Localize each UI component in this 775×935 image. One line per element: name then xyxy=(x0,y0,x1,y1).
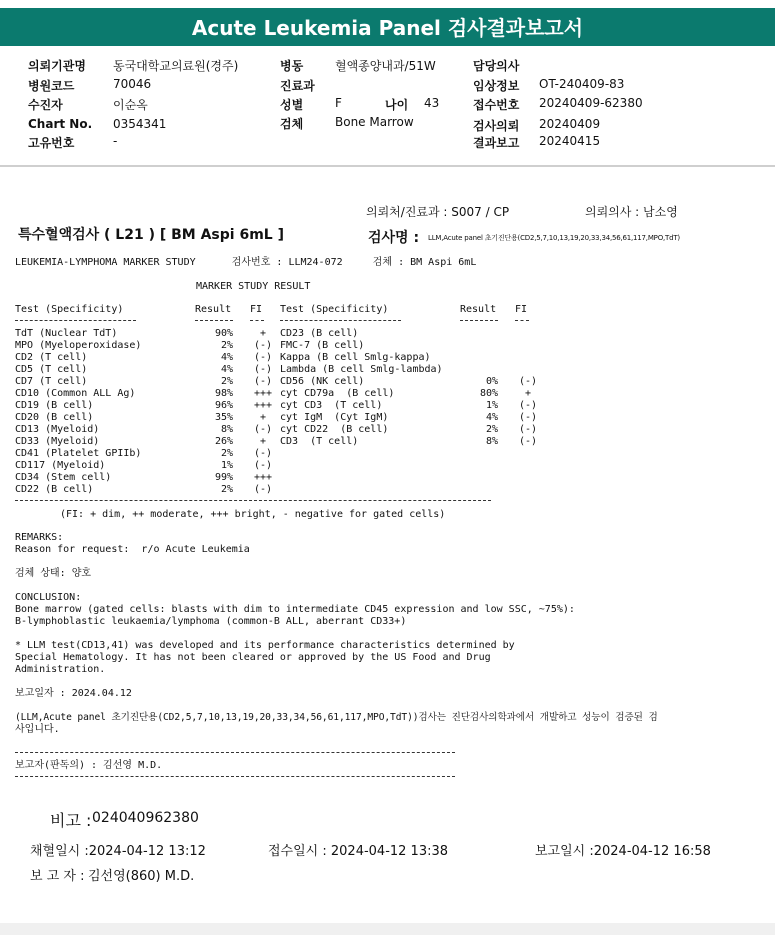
marker-result: 0% xyxy=(485,376,498,387)
marker-fi: + xyxy=(259,412,267,423)
footer-collected: 채혈일시 :2024-04-12 13:12 xyxy=(30,844,206,859)
header-label-department: 진료과 xyxy=(280,79,315,93)
marker-fi: (-) xyxy=(518,436,538,447)
exam-label: 검사명 : xyxy=(368,230,420,246)
marker-test: cyt CD3 (T cell) xyxy=(280,400,383,411)
marker-fi: +++ xyxy=(253,388,273,399)
header-value-clinical-info: OT-240409-83 xyxy=(539,77,625,91)
right-row xyxy=(280,412,540,424)
marker-test: CD56 (NK cell) xyxy=(280,376,365,387)
left-row xyxy=(15,412,275,424)
marker-test: CD23 (B cell) xyxy=(280,328,359,339)
left-row xyxy=(15,364,275,376)
marker-test: Lambda (B cell Smlg-lambda) xyxy=(280,364,443,375)
left-row xyxy=(15,352,275,364)
marker-test: cyt IgM (Cyt IgM) xyxy=(280,412,389,423)
col-header-test-left: Test (Specificity) xyxy=(15,304,124,315)
right-row xyxy=(280,352,540,364)
marker-result: 96% xyxy=(214,400,233,411)
header-label-age: 나이 xyxy=(385,98,409,112)
marker-test: CD19 (B cell) xyxy=(15,400,94,411)
marker-test: CD13 (Myeloid) xyxy=(15,424,100,435)
marker-result: 99% xyxy=(214,472,233,483)
col-header-result-left: Result xyxy=(195,304,232,315)
header-value-result-date: 20240415 xyxy=(539,134,601,148)
header-label-receipt-no: 접수번호 xyxy=(473,98,520,112)
marker-result: 90% xyxy=(214,328,233,339)
llm-note-1: * LLM test(CD13,41) was developed and its performance characteristics determined by xyxy=(15,640,515,651)
remarks-text: Reason for request: r/o Acute Leukemia xyxy=(15,544,250,555)
underline-fi-left xyxy=(250,320,264,321)
marker-fi: (-) xyxy=(253,376,273,387)
marker-test: cyt CD22 (B cell) xyxy=(280,424,389,435)
reporter-bottom-rule xyxy=(15,776,455,777)
marker-test: CD7 (T cell) xyxy=(15,376,88,387)
left-row xyxy=(15,376,275,388)
dept-line: 의뢰처/진료과 : S007 / CP xyxy=(366,205,510,219)
left-row xyxy=(15,340,275,352)
left-row xyxy=(15,484,275,496)
right-row xyxy=(280,424,540,436)
marker-test: CD22 (B cell) xyxy=(15,484,94,495)
marker-fi: (-) xyxy=(253,364,273,375)
marker-test: CD41 (Platelet GPIIb) xyxy=(15,448,142,459)
left-row xyxy=(15,388,275,400)
col-header-fi-left: FI xyxy=(250,304,263,315)
conclusion-line-1: Bone marrow (gated cells: blasts with dim to intermediate CD45 expression and low SSC, ~75%): xyxy=(15,604,575,615)
underline-test-left xyxy=(15,320,136,321)
right-row xyxy=(280,340,540,352)
left-row xyxy=(15,436,275,448)
underline-result-left xyxy=(195,320,233,321)
reporter-top-rule xyxy=(15,752,455,753)
right-row xyxy=(280,400,540,412)
header-label-unique-no: 고유번호 xyxy=(28,136,75,150)
marker-fi: (-) xyxy=(518,424,538,435)
marker-test: CD2 (T cell) xyxy=(15,352,88,363)
footer-reporter-label: 보 고 자 : xyxy=(30,869,85,884)
exam-name: LLM,Acute panel 초기진단용(CD2,5,7,10,13,19,20,33,34,56,61,117,MPO,TdT) xyxy=(428,234,680,242)
marker-result: 4% xyxy=(485,412,498,423)
marker-fi: +++ xyxy=(253,472,273,483)
specimen-status: 검체 상태: 양호 xyxy=(15,568,92,579)
report-date: 보고일자 : 2024.04.12 xyxy=(15,688,132,699)
marker-test: CD20 (B cell) xyxy=(15,412,94,423)
marker-result: 2% xyxy=(220,340,233,351)
fi-legend: (FI: + dim, ++ moderate, +++ bright, - negative for gated cells) xyxy=(60,509,446,520)
marker-result: 98% xyxy=(214,388,233,399)
right-row xyxy=(280,328,540,340)
marker-test: TdT (Nuclear TdT) xyxy=(15,328,118,339)
underline-result-right xyxy=(460,320,498,321)
header-value-receipt-no: 20240409-62380 xyxy=(539,96,643,110)
llm-note-2: Special Hematology. It has not been cleared or approved by the US Food and Drug xyxy=(15,652,491,663)
marker-fi: (-) xyxy=(253,460,273,471)
marker-test: CD10 (Common ALL Ag) xyxy=(15,388,136,399)
col-header-test-right: Test (Specificity) xyxy=(280,304,389,315)
left-row xyxy=(15,460,275,472)
footer-note-label: 비고 : xyxy=(50,811,92,830)
header-value-ward: 혈액종양내과/51W xyxy=(335,59,436,73)
marker-result: 2% xyxy=(220,376,233,387)
marker-result: 2% xyxy=(485,424,498,435)
marker-result: 8% xyxy=(485,436,498,447)
marker-test: CD5 (T cell) xyxy=(15,364,88,375)
marker-test: CD34 (Stem cell) xyxy=(15,472,112,483)
marker-result: 80% xyxy=(479,388,498,399)
marker-fi: + xyxy=(259,436,267,447)
marker-test: cyt CD79a (B cell) xyxy=(280,388,395,399)
llm-note-3: Administration. xyxy=(15,664,106,675)
left-row xyxy=(15,448,275,460)
header-label-institution: 의뢰기관명 xyxy=(28,59,86,73)
header-label-result-date: 결과보고 xyxy=(473,136,520,150)
header-value-specimen: Bone Marrow xyxy=(335,115,414,129)
doctor-line: 의뢰의사 : 남소영 xyxy=(585,205,678,219)
header-value-request-date: 20240409 xyxy=(539,117,601,131)
marker-result: 4% xyxy=(220,352,233,363)
study-line: LEUKEMIA-LYMPHOMA MARKER STUDY 검사번호 : LLM24-072 검체 : BM Aspi 6mL xyxy=(15,257,477,268)
marker-result: 8% xyxy=(220,424,233,435)
marker-fi: (-) xyxy=(253,352,273,363)
header-label-clinical-info: 임상정보 xyxy=(473,79,520,93)
marker-test: MPO (Myeloperoxidase) xyxy=(15,340,142,351)
footer-reporter-value: 김선영(860) M.D. xyxy=(88,869,195,884)
marker-test: Kappa (B cell Smlg-kappa) xyxy=(280,352,431,363)
marker-fi: (-) xyxy=(518,376,538,387)
header-value-patient: 이순옥 xyxy=(113,98,148,112)
col-header-result-right: Result xyxy=(460,304,497,315)
marker-result: 1% xyxy=(485,400,498,411)
disclaimer-line-2: 사입니다. xyxy=(15,724,60,735)
result-title: MARKER STUDY RESULT xyxy=(196,281,311,292)
footer-note-value: 024040962380 xyxy=(92,810,199,826)
marker-table-right xyxy=(280,328,540,458)
left-row xyxy=(15,328,275,340)
header-value-hospital-code: 70046 xyxy=(113,77,152,91)
col-header-fi-right: FI xyxy=(515,304,528,315)
marker-test: CD3 (T cell) xyxy=(280,436,359,447)
header-label-ward: 병동 xyxy=(280,59,304,73)
header-label-chart-no: Chart No. xyxy=(28,117,93,131)
left-row xyxy=(15,424,275,436)
header-value-sex: F xyxy=(335,96,342,110)
conclusion-label: CONCLUSION: xyxy=(15,592,82,603)
right-row xyxy=(280,364,540,376)
marker-result: 2% xyxy=(220,448,233,459)
footer-reported: 보고일시 :2024-04-12 16:58 xyxy=(535,844,711,859)
underline-fi-right xyxy=(515,320,529,321)
marker-fi: (-) xyxy=(253,484,273,495)
header-label-specimen: 검체 xyxy=(280,117,304,131)
disclaimer-line-1: (LLM,Acute panel 초기진단용(CD2,5,7,10,13,19,20,33,34,56,61,117,MPO,TdT))검사는 진단검사의학과에서 개발하고 성능이 검증된 검 xyxy=(15,712,658,723)
underline-test-right xyxy=(280,320,401,321)
header-label-physician: 담당의사 xyxy=(473,59,520,73)
marker-fi: + xyxy=(259,328,267,339)
right-row xyxy=(280,436,540,448)
conclusion-line-2: B-lymphoblastic leukaemia/lymphoma (common-B ALL, aberrant CD33+) xyxy=(15,616,407,627)
reporter-line: 보고자(판독의) : 김선영 M.D. xyxy=(15,760,163,771)
marker-test: FMC-7 (B cell) xyxy=(280,340,365,351)
marker-result: 1% xyxy=(220,460,233,471)
marker-result: 26% xyxy=(214,436,233,447)
header-separator xyxy=(0,165,775,167)
remarks-label: REMARKS: xyxy=(15,532,64,543)
marker-fi: (-) xyxy=(253,340,273,351)
marker-result: 35% xyxy=(214,412,233,423)
marker-result: 4% xyxy=(220,364,233,375)
header-value-chart-no: 0354341 xyxy=(113,117,167,131)
header-label-request-date: 검사의뢰 xyxy=(473,119,520,133)
marker-test: CD33 (Myeloid) xyxy=(15,436,100,447)
left-row xyxy=(15,472,275,484)
marker-test: CD117 (Myeloid) xyxy=(15,460,106,471)
marker-fi: + xyxy=(524,388,532,399)
marker-fi: +++ xyxy=(253,400,273,411)
header-label-patient: 수진자 xyxy=(28,98,63,112)
marker-table-left xyxy=(15,328,273,498)
marker-fi: (-) xyxy=(518,412,538,423)
right-row xyxy=(280,388,540,400)
marker-fi: (-) xyxy=(253,424,273,435)
marker-result: 2% xyxy=(220,484,233,495)
header-value-unique-no: - xyxy=(113,134,118,148)
right-row xyxy=(280,376,540,388)
header-value-institution: 동국대학교의료원(경주) xyxy=(113,59,239,73)
header-value-age: 43 xyxy=(424,96,440,110)
test-title: 특수혈액검사 ( L21 ) [ BM Aspi 6mL ] xyxy=(18,227,284,243)
header-label-hospital-code: 병원코드 xyxy=(28,79,75,93)
report-title-banner: Acute Leukemia Panel 검사결과보고서 xyxy=(0,8,775,46)
header-label-sex: 성별 xyxy=(280,98,304,112)
marker-fi: (-) xyxy=(518,400,538,411)
footer-received: 접수일시 : 2024-04-12 13:38 xyxy=(268,844,449,859)
table-bottom-rule xyxy=(15,500,491,501)
left-row xyxy=(15,400,275,412)
marker-fi: (-) xyxy=(253,448,273,459)
